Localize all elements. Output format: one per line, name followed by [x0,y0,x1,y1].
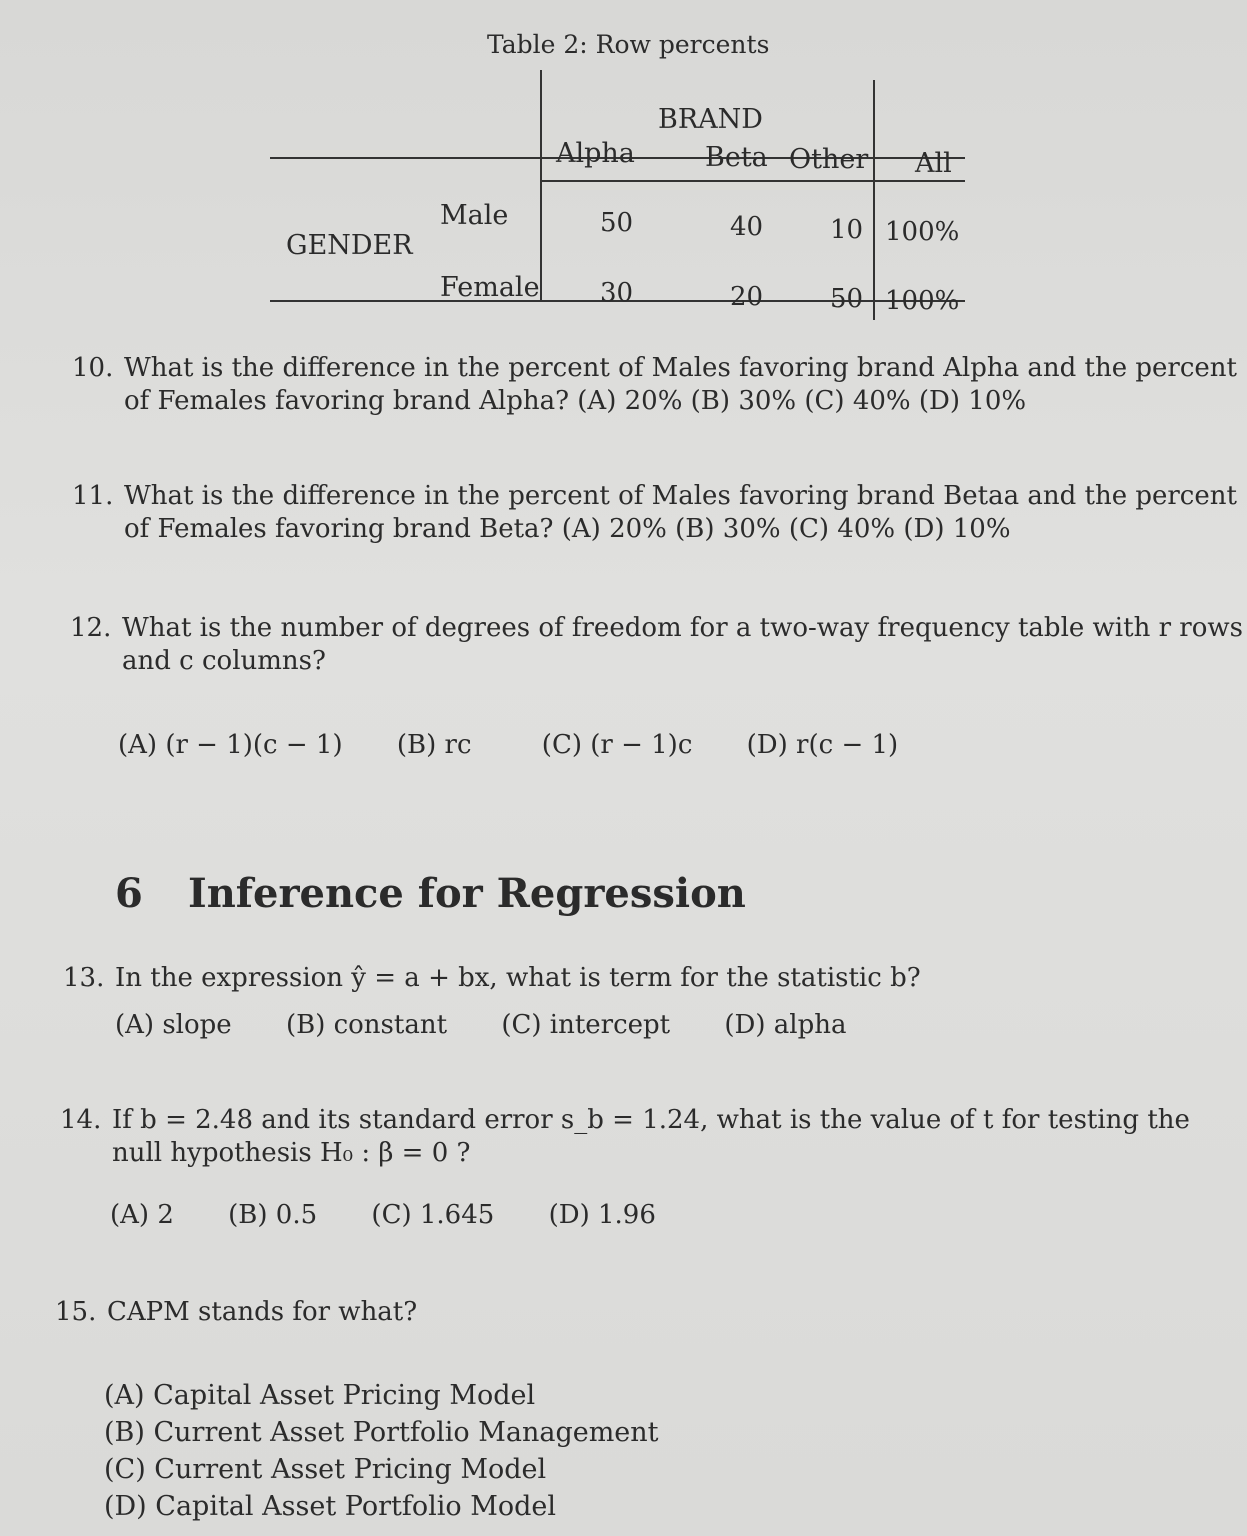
col-header-all: All [915,148,952,179]
section-number: 6 [115,870,143,917]
table-divider [540,70,542,300]
col-header-alpha: Alpha [556,138,635,169]
question-text: What is the difference in the percent of Males favoring brand Alpha and the percent [124,353,1237,383]
option-b: (B) constant [285,1010,448,1040]
question-text: of Females favoring brand Beta? (A) 20% (B) 30% (C) 40% (D) 10% [124,514,1011,544]
question-number: 15. [55,1297,97,1327]
question-number: 14. [60,1105,102,1135]
option-a: (A) (r − 1)(c − 1) [118,730,343,760]
option-d: (D) alpha [724,1010,847,1040]
question-13-options [115,1010,893,1040]
question-14 [60,1104,1190,1170]
brand-header: BRAND [658,104,763,135]
option-b: (B) Current Asset Portfolio Management [104,1417,659,1448]
question-number: 12. [70,613,112,643]
question-text: In the expression ŷ = a + bx, what is term for the statistic b? [115,963,921,993]
question-text: If b = 2.48 and its standard error s_b = 1.24, what is the value of t for testing the [112,1105,1190,1135]
cell-male-beta: 40 [730,212,764,242]
question-text: What is the number of degrees of freedom for a two-way frequency table with r rows [122,613,1243,643]
cell-male-alpha: 50 [600,208,634,238]
question-13 [63,962,921,995]
question-12 [70,612,1243,678]
question-number: 13. [63,963,105,993]
table-divider [873,80,875,320]
question-text: CAPM stands for what? [107,1297,418,1327]
question-15 [55,1296,417,1329]
question-12-options [118,730,944,760]
question-text: null hypothesis H₀ : β = 0 ? [112,1138,471,1168]
question-11 [72,480,1237,546]
question-text: and c columns? [122,646,326,676]
question-10 [72,352,1237,418]
cell-female-beta: 20 [730,282,764,312]
option-d: (D) 1.96 [548,1200,656,1230]
option-d: (D) Capital Asset Portfolio Model [104,1491,556,1522]
section-title: Inference for Regression [188,870,746,917]
table-rule [540,180,965,182]
option-b: (B) rc [396,730,472,760]
col-header-beta: Beta [705,142,768,173]
option-c: (C) intercept [501,1010,671,1040]
option-a: (A) 2 [110,1200,174,1230]
option-c: (C) (r − 1)c [541,730,693,760]
question-number: 11. [72,481,114,511]
col-header-other: Other [789,144,869,175]
option-d: (D) r(c − 1) [746,730,899,760]
cell-male-other: 10 [830,215,864,245]
cell-female-all: 100% [885,286,960,316]
table-caption: Table 2: Row percents [487,30,770,59]
cell-male-all: 100% [885,217,960,247]
question-14-options [110,1200,702,1230]
option-a: (A) Capital Asset Pricing Model [104,1380,536,1411]
question-text: of Females favoring brand Alpha? (A) 20% (B) 30% (C) 40% (D) 10% [124,386,1027,416]
question-number: 10. [72,353,114,383]
question-text: What is the difference in the percent of Males favoring brand Betaa and the percent [124,481,1237,511]
option-c: (C) Current Asset Pricing Model [104,1454,547,1485]
cell-female-alpha: 30 [600,278,634,308]
cell-female-other: 50 [830,284,864,314]
option-a: (A) slope [115,1010,232,1040]
option-b: (B) 0.5 [228,1200,318,1230]
row-variable-label: GENDER [286,230,413,261]
option-c: (C) 1.645 [371,1200,495,1230]
row-label-female: Female [440,272,540,303]
row-label-male: Male [440,200,509,231]
section-heading [115,870,746,917]
question-15-options [104,1377,659,1525]
row-percents-table [270,70,970,330]
